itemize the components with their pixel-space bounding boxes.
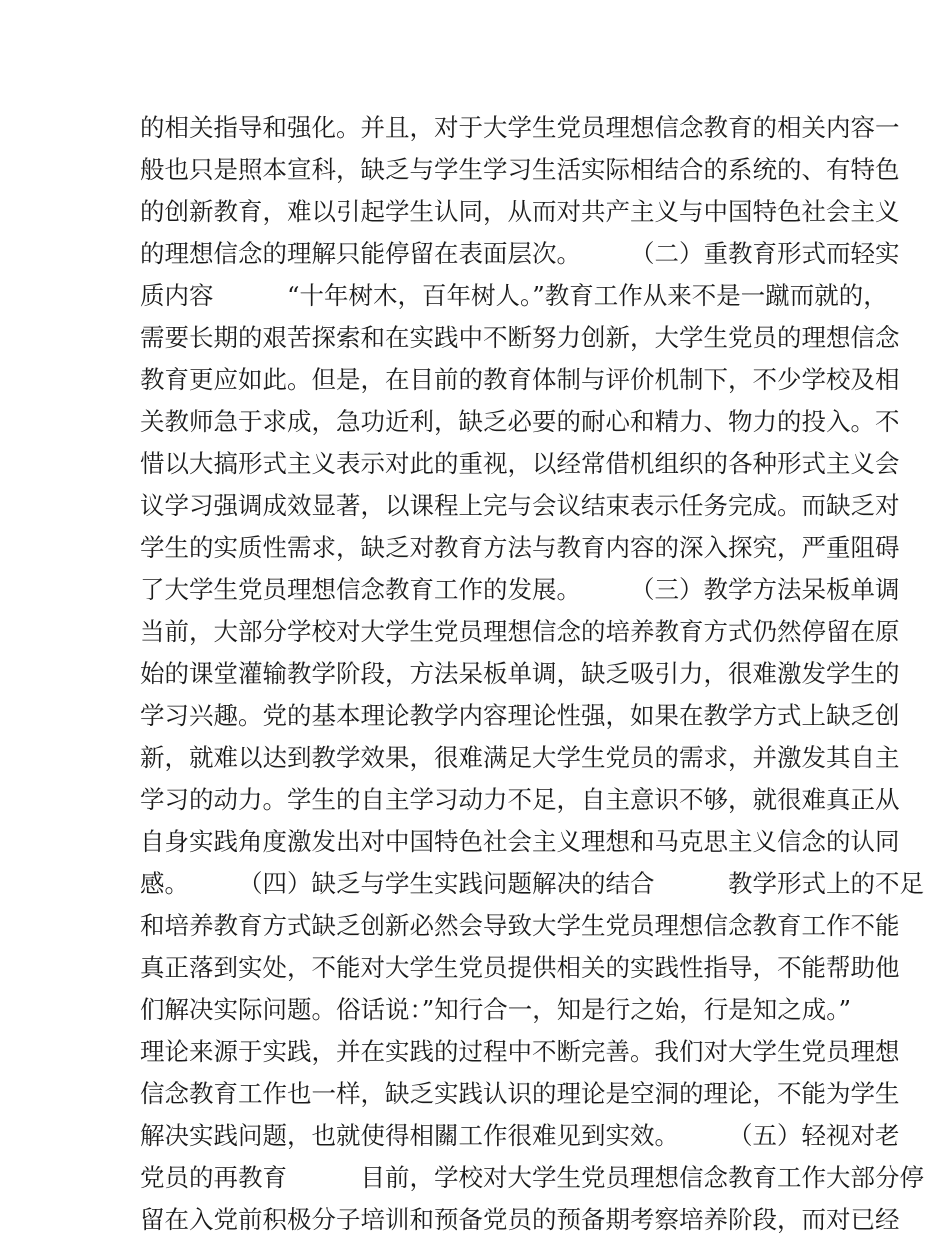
text-line: 解决实践问题，也就使得相關工作很难见到实效。 （五）轻视对老 [140, 1121, 900, 1150]
text-line: 的创新教育，难以引起学生认同，从而对共产主义与中国特色社会主义 [140, 197, 900, 226]
text-line: 始的课堂灌输教学阶段，方法呆板单调，缺乏吸引力，很难激发学生的 [140, 659, 900, 688]
text-line: 了大学生党员理想信念教育工作的发展。 （三）教学方法呆板单调 [140, 575, 900, 604]
text-line: 需要长期的艰苦探索和在实践中不断努力创新，大学生党员的理想信念 [140, 323, 900, 352]
text-line: 的相关指导和强化。并且，对于大学生党员理想信念教育的相关内容一 [140, 113, 900, 142]
text-line: 当前，大部分学校对大学生党员理想信念的培养教育方式仍然停留在原 [140, 617, 900, 646]
text-line: 议学习强调成效显著，以课程上完与会议结束表示任务完成。而缺乏对 [140, 491, 900, 520]
text-line: 真正落到实处，不能对大学生党员提供相关的实践性指导，不能帮助他 [140, 953, 900, 982]
text-line: 学习兴趣。党的基本理论教学内容理论性强，如果在教学方式上缺乏创 [140, 701, 900, 730]
text-line: 质内容 “十年树木，百年树人。”教育工作从来不是一蹴而就的， [140, 281, 888, 310]
text-line: 关教师急于求成，急功近利，缺乏必要的耐心和精力、物力的投入。不 [140, 407, 900, 436]
text-line: 学习的动力。学生的自主学习动力不足，自主意识不够，就很难真正从 [140, 785, 900, 814]
text-line: 信念教育工作也一样，缺乏实践认识的理论是空洞的理论，不能为学生 [140, 1079, 900, 1108]
text-line: 学生的实质性需求，缺乏对教育方法与教育内容的深入探究，严重阻碍 [140, 533, 900, 562]
text-line: 和培养教育方式缺乏创新必然会导致大学生党员理想信念教育工作不能 [140, 911, 900, 940]
text-line: 们解决实际问题。俗话说：”知行合一，知是行之始，行是知之成。” [140, 995, 852, 1024]
text-line: 般也只是照本宣科，缺乏与学生学习生活实际相结合的系统的、有特色 [140, 155, 900, 184]
text-line: 的理想信念的理解只能停留在表面层次。 （二）重教育形式而轻实 [140, 239, 900, 268]
text-line: 理论来源于实践，并在实践的过程中不断完善。我们对大学生党员理想 [140, 1037, 900, 1066]
text-line: 教育更应如此。但是，在目前的教育体制与评价机制下，不少学校及相 [140, 365, 900, 394]
body-text [140, 107, 924, 1241]
text-line: 党员的再教育 目前，学校对大学生党员理想信念教育工作大部分停 [140, 1163, 924, 1192]
text-line: 留在入党前积极分子培训和预备党员的预备期考察培养阶段，而对已经 [140, 1205, 900, 1234]
text-line: 惜以大搞形式主义表示对此的重视，以经常借机组织的各种形式主义会 [140, 449, 900, 478]
text-line: 自身实践角度激发出对中国特色社会主义理想和马克思主义信念的认同 [140, 827, 900, 856]
text-line: 新，就难以达到教学效果，很难满足大学生党员的需求，并激发其自主 [140, 743, 900, 772]
text-line: 感。 （四）缺乏与学生实践问题解决的结合 教学形式上的不足 [140, 869, 924, 898]
